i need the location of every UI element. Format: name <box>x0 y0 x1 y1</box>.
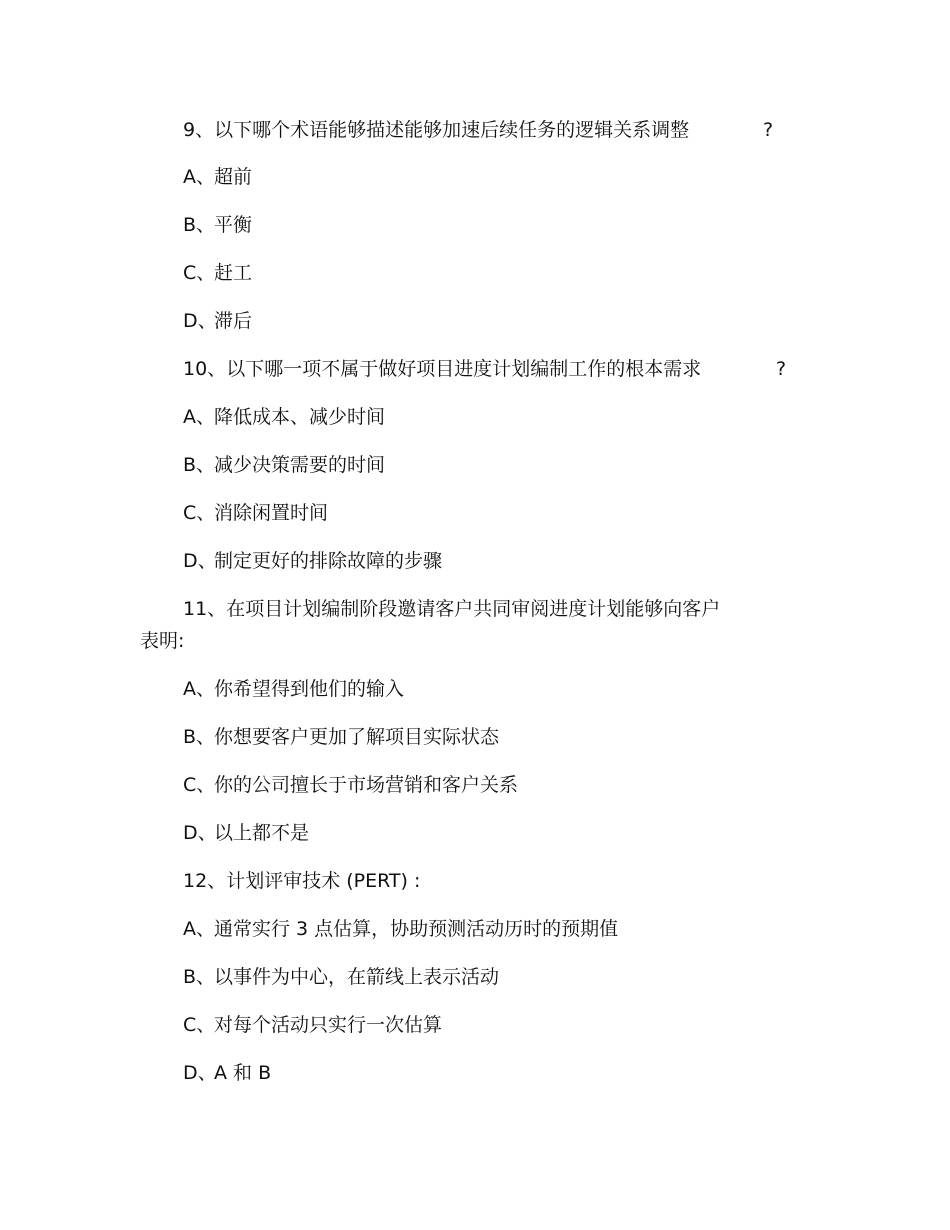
option-letter: D、 <box>183 822 217 844</box>
question-number: 12、 <box>183 870 227 892</box>
question-12 <box>183 869 420 893</box>
question-text: 以下哪一项不属于做好项目进度计划编制工作的根本需求 <box>226 358 702 380</box>
question-10 <box>183 357 701 381</box>
option-9-b <box>183 213 252 237</box>
option-letter: A、 <box>183 166 215 188</box>
question-text: 计划评审技术 (PERT) : <box>226 870 421 892</box>
question-number: 11、 <box>183 598 227 620</box>
option-letter: B、 <box>183 454 216 476</box>
option-text: 对每个活动只实行一次估算 <box>214 1014 443 1036</box>
option-text: 滞后 <box>214 310 253 332</box>
option-letter: C、 <box>183 774 216 796</box>
question-number: 9、 <box>183 119 215 141</box>
option-letter: A、 <box>183 678 215 700</box>
option-letter: D、 <box>183 1062 217 1084</box>
question-mark: ? <box>776 358 787 380</box>
option-letter: B、 <box>183 214 216 236</box>
option-12-b <box>183 965 499 989</box>
option-text: 以上都不是 <box>214 822 310 844</box>
option-letter: C、 <box>183 502 216 524</box>
option-letter: C、 <box>183 1014 216 1036</box>
question-text: 在项目计划编制阶段邀请客户共同审阅进度计划能够向客户 <box>226 598 721 620</box>
option-text: 你想要客户更加了解项目实际状态 <box>214 726 500 748</box>
option-text: 消除闲置时间 <box>214 502 329 524</box>
option-letter: D、 <box>183 550 217 572</box>
option-letter: D、 <box>183 310 217 332</box>
option-10-a <box>183 405 385 429</box>
option-letter: C、 <box>183 262 216 284</box>
option-12-a <box>183 917 618 941</box>
option-10-b <box>183 453 385 477</box>
option-letter: A、 <box>183 406 215 428</box>
question-mark: ? <box>763 119 774 141</box>
question-11 <box>183 597 720 621</box>
option-11-d <box>183 821 309 845</box>
option-12-d <box>183 1061 271 1085</box>
question-text: 以下哪个术语能够描述能够加速后续任务的逻辑关系调整 <box>214 119 690 141</box>
question-number: 10、 <box>183 358 227 380</box>
option-text: 以事件为中心，在箭线上表示活动 <box>214 966 500 988</box>
option-text: A 和 B <box>214 1062 272 1084</box>
option-11-b <box>183 725 499 749</box>
option-text: 降低成本、减少时间 <box>214 406 386 428</box>
option-10-d <box>183 549 442 573</box>
option-text: 平衡 <box>214 214 253 236</box>
option-text: 减少决策需要的时间 <box>214 454 386 476</box>
option-10-c <box>183 501 328 525</box>
option-letter: B、 <box>183 966 216 988</box>
option-9-d <box>183 309 252 333</box>
option-text: 你的公司擅长于市场营销和客户关系 <box>214 774 519 796</box>
option-text: 制定更好的排除故障的步骤 <box>214 550 443 572</box>
option-9-c <box>183 261 252 285</box>
option-letter: A、 <box>183 918 215 940</box>
option-11-a <box>183 677 404 701</box>
option-12-c <box>183 1013 442 1037</box>
option-text: 你希望得到他们的输入 <box>214 678 405 700</box>
option-11-c <box>183 773 518 797</box>
option-letter: B、 <box>183 726 216 748</box>
option-text: 超前 <box>214 166 253 188</box>
question-9 <box>183 118 689 142</box>
option-text: 通常实行 3 点估算，协助预测活动历时的预期值 <box>214 918 619 940</box>
option-text: 赶工 <box>214 262 253 284</box>
option-9-a <box>183 165 252 189</box>
question-11-continuation: 表明: <box>140 630 185 652</box>
